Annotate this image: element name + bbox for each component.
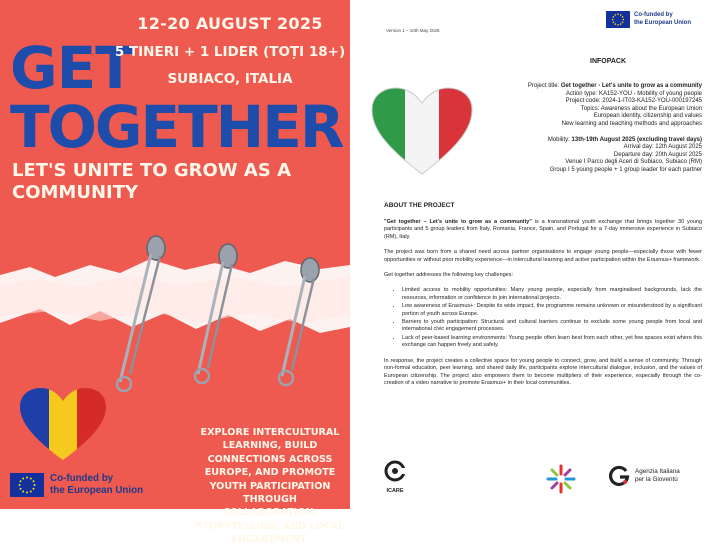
infopack-page [360, 0, 720, 509]
infopack-eu-text [634, 12, 704, 27]
poster-panel [0, 0, 350, 546]
icare-icon [382, 460, 408, 482]
list-item: • Low awareness of Erasmus+: Despite its wide impact, the programme remains unknown or misunderstood by a significant portion of youth across Europe. [402, 303, 702, 318]
poster-explore-text: EXPLORE INTERCULTURAL LEARNING, BUILD CONNECTIONS ACROSS EUROPE, AND PROMOTE YOUTH PARTICIPATION THROUGH COLLABORATION, STORYTELLING, AND LOCAL ENGAGEMENT. [195, 427, 345, 546]
safety-pin-icon [195, 244, 237, 383]
departure-day: Departure day: 20th August 2025 [613, 151, 702, 158]
poster-eu-logo [10, 473, 160, 497]
poster-title-line2: TOGETHER [10, 93, 343, 161]
challenges-list [384, 287, 702, 349]
poster-dates: 12-20 AUGUST 2025 [137, 14, 323, 33]
icare-name: ICARE [386, 488, 404, 494]
poster-place: SUBIACO, ITALIA [167, 71, 293, 87]
eu-flag-icon [10, 473, 44, 497]
poster-eu-line1: Co-funded by [50, 473, 114, 484]
agenzia-icon [608, 465, 630, 487]
list-item: • Barriers to youth participation: Structural and cultural barriers continue to exclude some young people from local and international civic engagement processes. [402, 319, 702, 334]
safety-pin-icon [279, 258, 319, 385]
project-code: Project code: 2024-1-IT03-KA152-YOU-000197245 [565, 98, 702, 105]
about-body [384, 219, 702, 395]
project-meta [482, 83, 702, 175]
arrival-day: Arrival day: 12th August 2025 [623, 144, 702, 151]
paragraph-2: The project was born from a shared need across partner organisations to engage young people—especially those with fewer opportunities or without prior mobility experience—in intercultural learning and active participation within the Erasmus+ framework. [384, 249, 702, 263]
icare-logo [382, 460, 408, 494]
safety-pins [100, 228, 330, 398]
safety-pin-icon [117, 236, 165, 391]
poster-subtitle: LET'S UNITE TO GROW AS A COMMUNITY [12, 160, 291, 203]
poster-eu-line2: the European Union [50, 485, 144, 496]
infopack-eu-logo [606, 11, 704, 28]
intro-paragraph [384, 219, 702, 241]
infopack-eu-line1: Co-funded by [634, 12, 673, 18]
partner-logos [360, 455, 720, 505]
intro-rest: is a transnational youth exchange that brings together 30 young participants and 5 group leaders from Italy, Romania, France, Spain, and Portugal for a 7-day immersive experience in Subiaco (RM), Italy. [384, 219, 702, 240]
italy-heart-icon [370, 86, 474, 178]
intro-bold: "Get together – Let's unite to grow as a community" [384, 219, 532, 225]
eu-flag-icon [606, 11, 630, 28]
paragraph-3: Get together addresses the following key challenges: [384, 272, 514, 279]
agenzia-logo [608, 465, 680, 487]
about-heading: ABOUT THE PROJECT [384, 202, 455, 209]
paragraph-4: In response, the project creates a collective space for young people to connect, grow, and build a sense of community. Through non-formal education, peer learning, and shared daily life, participants explore intercultural dialogue, inclusion, and the values of European citizenship. The project also empowers them to become multipliers of their experience, especially through the co-creation of a video narrative to promote Erasmus+ in their local communities. [384, 357, 702, 386]
poster-group: 5 TINERI + 1 LIDER (TOȚI 18+) [114, 44, 346, 60]
mobility-label: Mobility: [547, 136, 570, 143]
agenzia-line2: per la Gioventù [635, 476, 678, 483]
version-label: Version 1 – 10th May 2025 [386, 28, 440, 33]
infopack-eu-line2: the European Union [634, 19, 691, 26]
infopack-heading: INFOPACK [590, 58, 627, 65]
topics-line1: Topics: Awareness about the European Union [580, 105, 702, 112]
action-type: Action type: KA152-YOU - Mobility of young people [565, 90, 702, 97]
list-item: • Lack of peer-based learning environments: Young people often learn best from each other, yet few spaces exist where this exchange can happen freely and safely. [402, 335, 702, 350]
project-title-value: Get together - Let's unite to grow as a community [560, 83, 702, 89]
romania-heart-icon [20, 388, 106, 464]
group-info: Group I 5 young people + 1 group leader for each partner [549, 166, 702, 173]
poster-eu-text [50, 473, 160, 497]
topics-line3: New learning and teaching methods and approaches [561, 120, 702, 127]
project-title-row [482, 83, 702, 91]
venue: Venue I Parco degli Aceri di Subiaco, Subiaco (RM) [565, 159, 702, 166]
agenzia-text [635, 468, 680, 483]
erasmus-star-icon [546, 464, 576, 494]
project-title-label: Project title: [527, 83, 560, 89]
topics-line2: European identity, citizenship and values [593, 113, 702, 120]
agenzia-line1: Agenzia Italiana [635, 468, 680, 476]
mobility-row [482, 137, 702, 145]
poster-title-line1: GET [10, 34, 134, 102]
mobility-value: 13th-19th August 2025 (excluding travel days) [571, 136, 702, 143]
list-item: • Limited access to mobility opportunities: Many young people, especially from marginalised backgrounds, lack the resources, information or confidence to join international projects. [402, 287, 702, 302]
